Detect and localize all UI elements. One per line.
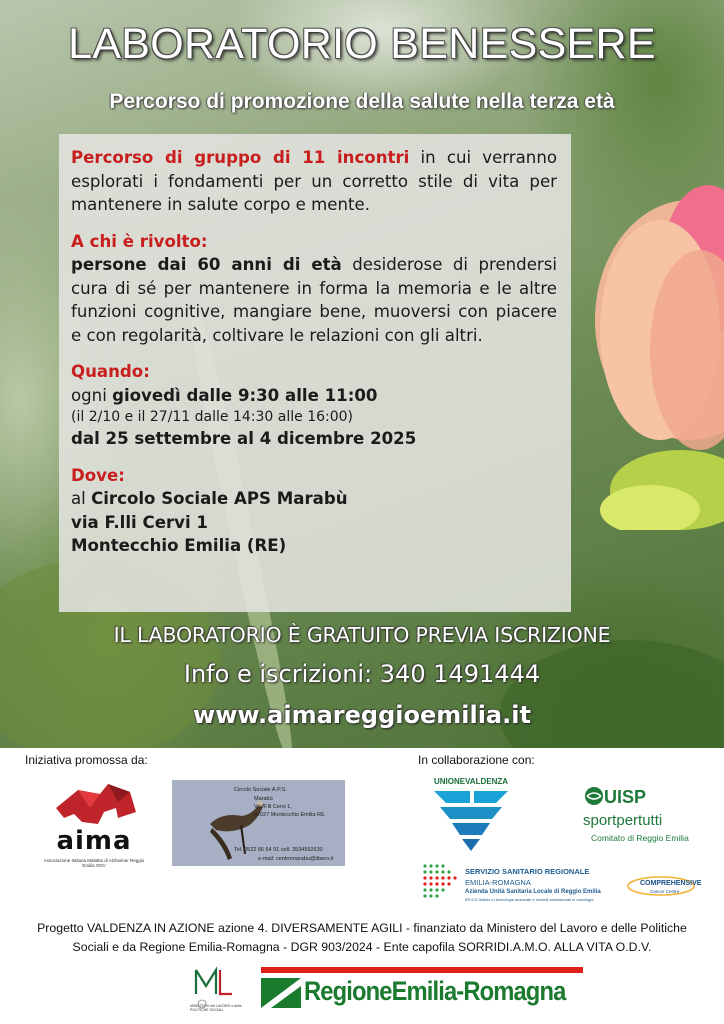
project-description-line-1: Progetto VALDENZA IN AZIONE azione 4. DIVERSAMENTE AGILI - finanziato da Ministero del Lavoro e delle Politiche <box>37 921 687 935</box>
regione-emilia-romagna-name: RegioneEmilia-Romagna <box>304 976 566 1006</box>
dot-grid-icon <box>421 862 461 902</box>
target-highlight: persone dai 60 anni di età <box>71 255 342 274</box>
marabu-street: Via F.lli Cervi 1, <box>254 804 292 810</box>
target-paragraph <box>71 253 557 347</box>
uisp-title: UISP <box>604 787 647 807</box>
promoted-by-label: Iniziativa promossa da: <box>25 753 148 767</box>
background-leaf-decoration <box>500 640 724 748</box>
ssr-line-4: IRCCS Istituto in tecnologie avanzate e modelli assistenziali in oncologia <box>465 897 594 902</box>
ssr-line-1: SERVIZIO SANITARIO REGIONALE <box>465 867 590 876</box>
intro-highlight: Percorso di gruppo di 11 incontri <box>71 148 410 167</box>
uisp-ball-icon <box>584 786 604 806</box>
regione-flag-icon <box>261 978 301 1008</box>
when-prefix: ogni <box>71 385 113 405</box>
ssr-line-2: EMILIA-ROMAGNA <box>465 878 531 887</box>
ccc-name: COMPREHENSIVE <box>640 880 702 887</box>
where-venue <box>71 487 557 511</box>
page-subtitle: Percorso di promozione della salute nella terza età <box>109 90 615 113</box>
free-registration-notice: IL LABORATORIO È GRATUITO PREVIA ISCRIZIONE <box>113 623 611 647</box>
uisp-tagline: sportpertutti <box>583 812 663 829</box>
when-note: (il 2/10 e il 27/11 dalle 14:30 alle 16:00) <box>71 409 354 425</box>
marabu-logo-card <box>172 780 345 866</box>
info-panel <box>59 134 571 612</box>
where-city: Montecchio Emilia (RE) <box>71 536 287 555</box>
ssr-line-3: Azienda Unità Sanitaria Locale di Reggio Emilia <box>465 889 601 895</box>
aima-logo-text: aima <box>56 826 132 856</box>
marabu-name: Marabù <box>254 796 273 802</box>
where-venue-name: Circolo Sociale APS Marabù <box>91 489 348 508</box>
where-prefix: al <box>71 489 92 508</box>
where-street: via F.lli Cervi 1 <box>71 512 208 532</box>
marabu-city: 42027 Montecchio Emilia RE <box>254 812 325 818</box>
website-link[interactable]: www.aimareggioemilia.it <box>193 701 531 729</box>
aima-description: Associazione Italiana Malattia di Alzheimer Reggio Emilia ODV <box>43 858 145 868</box>
intro-paragraph <box>71 146 557 217</box>
when-schedule <box>71 384 557 408</box>
target-text: desiderose di prendersi cura di sé per mantenere in forma la memoria e le altre funzioni cognitive, mangiare bene, muoversi con piacere e con regolarità, coltivare le relazioni con gli altri. <box>71 255 557 345</box>
page-title: LABORATORIO BENESSERE <box>68 20 656 68</box>
lotus-flower-image <box>590 170 724 530</box>
where-heading: Dove: <box>71 465 125 485</box>
marabu-phone: Tel. 0522 86 64 91 cell. 3534592630 <box>234 847 323 853</box>
marabu-title: Circolo Sociale A.P.S. <box>234 787 287 793</box>
uisp-committee: Comitato di Reggio Emilia <box>591 833 689 843</box>
intro-text: in cui verranno esplorati i fondamenti per un corretto stile di vita per mantenere in salute corpo e mente. <box>71 148 557 214</box>
contact-phone: Info e iscrizioni: 340 1491444 <box>183 660 541 688</box>
ccc-sub: Cancer Centre <box>650 889 680 894</box>
when-heading: Quando: <box>71 362 150 381</box>
when-time: giovedì dalle 9:30 alle 11:00 <box>112 385 378 405</box>
valdenza-v-icon <box>430 777 512 855</box>
marabu-email: e-mail: centromarabu@libero.it <box>258 856 334 862</box>
target-heading: A chi è rivolto: <box>71 231 208 251</box>
project-description-line-2: Sociali e da Regione Emilia-Romagna - DGR 903/2024 - Ente capofila SORRIDI.A.M.O. ALLA VITA O.D.V. <box>72 940 652 954</box>
unione-valdenza-name: UNIONEVALDENZA <box>433 777 509 786</box>
ministero-text: MINISTERO del LAVORO e delle POLITICHE SOCIALI <box>190 1004 242 1012</box>
when-dates: dal 25 settembre al 4 dicembre 2025 <box>71 429 417 448</box>
regione-red-bar <box>261 967 583 973</box>
collaboration-label: In collaborazione con: <box>418 753 535 767</box>
